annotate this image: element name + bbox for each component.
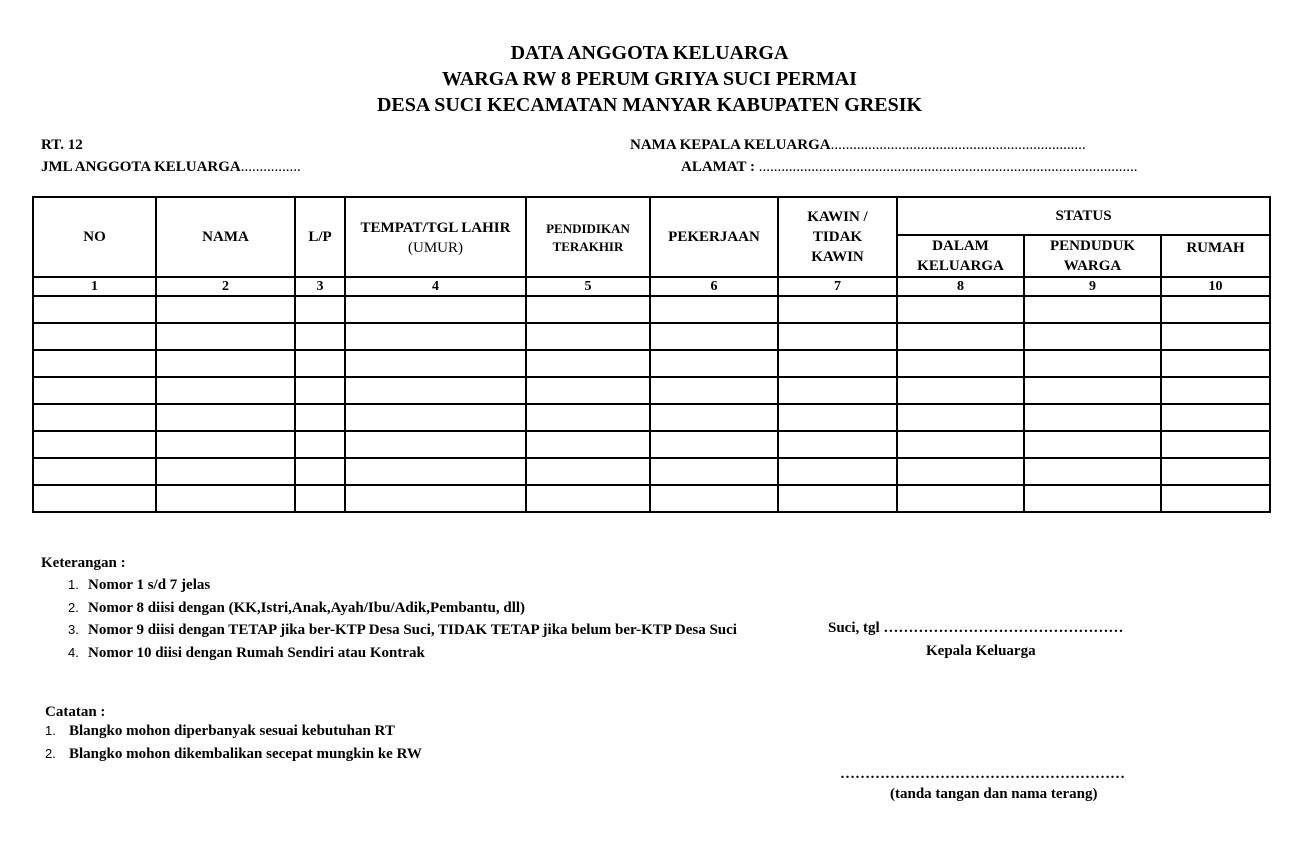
empty-cell[interactable] bbox=[156, 458, 295, 485]
col-header-lp: L/P bbox=[295, 197, 345, 277]
empty-cell[interactable] bbox=[345, 323, 526, 350]
empty-cell[interactable] bbox=[1024, 350, 1161, 377]
empty-cell[interactable] bbox=[295, 485, 345, 512]
keterangan-list bbox=[68, 574, 737, 664]
col-header-pendidikan bbox=[526, 197, 650, 277]
col-header-penduduk-line2: WARGA bbox=[1063, 258, 1122, 274]
list-text: Blangko mohon diperbanyak sesuai kebutuhan RT bbox=[69, 723, 395, 739]
empty-cell[interactable] bbox=[156, 350, 295, 377]
empty-cell[interactable] bbox=[1024, 296, 1161, 323]
table-row bbox=[33, 350, 1270, 377]
list-number: 1. bbox=[68, 577, 79, 592]
signature-line[interactable]: ………………………………………………… bbox=[840, 766, 1125, 782]
list-text: Nomor 8 diisi dengan (KK,Istri,Anak,Ayah/Ibu/Adik,Pembantu, dll) bbox=[88, 599, 526, 616]
empty-cell[interactable] bbox=[345, 350, 526, 377]
jml-anggota-dots: ................ bbox=[240, 159, 301, 175]
col-header-ttl bbox=[345, 197, 526, 277]
empty-cell[interactable] bbox=[778, 431, 897, 458]
col-header-ttl-line2: (UMUR) bbox=[408, 240, 463, 256]
empty-cell[interactable] bbox=[1161, 296, 1270, 323]
table-row bbox=[33, 485, 1270, 512]
catatan-title: Catatan : bbox=[45, 704, 106, 720]
list-text: Blangko mohon dikembalikan secepat mungkin ke RW bbox=[69, 745, 422, 762]
empty-cell[interactable] bbox=[897, 485, 1024, 512]
col-number: 6 bbox=[650, 277, 778, 296]
list-number: 4. bbox=[68, 644, 79, 660]
col-number: 10 bbox=[1161, 277, 1270, 296]
list-item bbox=[68, 597, 737, 620]
col-header-pend-line2: TERAKHIR bbox=[552, 239, 624, 254]
col-number: 5 bbox=[526, 277, 650, 296]
empty-cell[interactable] bbox=[295, 323, 345, 350]
empty-cell[interactable] bbox=[778, 404, 897, 431]
empty-cell[interactable] bbox=[345, 431, 526, 458]
empty-cell[interactable] bbox=[295, 431, 345, 458]
form-title-line3: DESA SUCI KECAMATAN MANYAR KABUPATEN GRESIK bbox=[376, 94, 923, 116]
empty-cell[interactable] bbox=[295, 350, 345, 377]
col-header-dalam-line1: DALAM bbox=[932, 238, 989, 254]
empty-cell[interactable] bbox=[1024, 458, 1161, 485]
table-row bbox=[33, 404, 1270, 431]
signature-caption: (tanda tangan dan nama terang) bbox=[890, 786, 1098, 802]
empty-cell[interactable] bbox=[778, 323, 897, 350]
col-header-pekerjaan: PEKERJAAN bbox=[650, 197, 778, 277]
empty-cell[interactable] bbox=[778, 458, 897, 485]
empty-cell[interactable] bbox=[156, 296, 295, 323]
empty-cell[interactable] bbox=[526, 377, 650, 404]
nama-kepala-label: NAMA KEPALA KELUARGA bbox=[630, 137, 831, 153]
empty-cell[interactable] bbox=[1161, 323, 1270, 350]
empty-cell[interactable] bbox=[33, 485, 156, 512]
empty-cell[interactable] bbox=[156, 431, 295, 458]
col-number: 1 bbox=[33, 277, 156, 296]
empty-cell[interactable] bbox=[526, 404, 650, 431]
empty-cell[interactable] bbox=[778, 350, 897, 377]
empty-cell[interactable] bbox=[345, 377, 526, 404]
empty-cell[interactable] bbox=[156, 404, 295, 431]
empty-cell[interactable] bbox=[650, 431, 778, 458]
empty-cell[interactable] bbox=[1161, 485, 1270, 512]
empty-cell[interactable] bbox=[1024, 485, 1161, 512]
empty-cell[interactable] bbox=[650, 458, 778, 485]
empty-cell[interactable] bbox=[1161, 350, 1270, 377]
table-row bbox=[33, 296, 1270, 323]
col-header-pend-line1: PENDIDIKAN bbox=[546, 221, 630, 236]
list-number: 1. bbox=[45, 723, 56, 738]
empty-cell[interactable] bbox=[778, 377, 897, 404]
empty-cell[interactable] bbox=[1161, 458, 1270, 485]
col-header-penduduk-line1: PENDUDUK bbox=[1050, 238, 1135, 254]
empty-cell[interactable] bbox=[778, 296, 897, 323]
empty-cell[interactable] bbox=[897, 350, 1024, 377]
col-header-ttl-line1: TEMPAT/TGL LAHIR bbox=[360, 220, 511, 236]
empty-cell[interactable] bbox=[33, 377, 156, 404]
empty-cell[interactable] bbox=[33, 431, 156, 458]
table-row bbox=[33, 377, 1270, 404]
empty-cell[interactable] bbox=[526, 458, 650, 485]
col-header-kawin-line3: KAWIN bbox=[811, 249, 864, 265]
empty-cell[interactable] bbox=[650, 377, 778, 404]
empty-cell[interactable] bbox=[526, 485, 650, 512]
empty-cell[interactable] bbox=[1024, 377, 1161, 404]
list-item bbox=[68, 642, 737, 665]
empty-cell[interactable] bbox=[1024, 431, 1161, 458]
empty-cell[interactable] bbox=[33, 296, 156, 323]
col-number: 2 bbox=[156, 277, 295, 296]
empty-cell[interactable] bbox=[1161, 377, 1270, 404]
jml-anggota-label: JML ANGGOTA KELUARGA bbox=[41, 159, 241, 175]
col-header-kawin-line2: TIDAK bbox=[812, 229, 863, 245]
list-item bbox=[45, 743, 422, 766]
table-row bbox=[33, 323, 1270, 350]
col-header-kawin bbox=[778, 197, 897, 277]
list-text: Nomor 9 diisi dengan TETAP jika ber-KTP Desa Suci, TIDAK TETAP jika belum ber-KTP Desa Suci bbox=[88, 622, 737, 638]
col-header-kawin-line1: KAWIN / bbox=[807, 209, 868, 225]
empty-cell[interactable] bbox=[650, 323, 778, 350]
empty-cell[interactable] bbox=[295, 377, 345, 404]
empty-cell[interactable] bbox=[295, 296, 345, 323]
empty-cell[interactable] bbox=[345, 404, 526, 431]
col-header-no: NO bbox=[33, 197, 156, 277]
empty-cell[interactable] bbox=[897, 431, 1024, 458]
empty-cell[interactable] bbox=[650, 350, 778, 377]
empty-cell[interactable] bbox=[526, 350, 650, 377]
col-header-penduduk-warga bbox=[1024, 235, 1161, 277]
list-number: 2. bbox=[68, 599, 79, 615]
col-number: 8 bbox=[897, 277, 1024, 296]
list-number: 2. bbox=[45, 745, 56, 761]
signature-date-line: Suci, tgl ………………………………………… bbox=[828, 620, 1124, 636]
family-member-table bbox=[32, 196, 1271, 513]
empty-cell[interactable] bbox=[897, 323, 1024, 350]
signature-role: Kepala Keluarga bbox=[926, 643, 1036, 659]
empty-cell[interactable] bbox=[345, 485, 526, 512]
empty-cell[interactable] bbox=[897, 404, 1024, 431]
empty-cell[interactable] bbox=[345, 296, 526, 323]
col-header-status: STATUS bbox=[897, 197, 1270, 235]
alamat-field[interactable] bbox=[681, 159, 1138, 176]
rt-label: RT. 12 bbox=[41, 137, 83, 153]
empty-cell[interactable] bbox=[778, 485, 897, 512]
empty-cell[interactable] bbox=[650, 485, 778, 512]
catatan-list bbox=[45, 720, 422, 765]
list-item bbox=[68, 619, 737, 642]
list-item bbox=[68, 574, 737, 597]
alamat-dots: ..................................................................................................... bbox=[758, 159, 1138, 175]
empty-cell[interactable] bbox=[295, 404, 345, 431]
empty-cell[interactable] bbox=[33, 458, 156, 485]
empty-cell[interactable] bbox=[897, 296, 1024, 323]
empty-cell[interactable] bbox=[1161, 404, 1270, 431]
empty-cell[interactable] bbox=[526, 323, 650, 350]
nama-kepala-dots: .................................................................... bbox=[830, 137, 1086, 153]
empty-cell[interactable] bbox=[526, 296, 650, 323]
empty-cell[interactable] bbox=[33, 404, 156, 431]
col-number: 7 bbox=[778, 277, 897, 296]
empty-cell[interactable] bbox=[295, 458, 345, 485]
keterangan-title: Keterangan : bbox=[41, 555, 126, 571]
column-number-row bbox=[33, 277, 1270, 296]
empty-cell[interactable] bbox=[156, 323, 295, 350]
empty-cell[interactable] bbox=[897, 377, 1024, 404]
empty-cell[interactable] bbox=[345, 458, 526, 485]
empty-cell[interactable] bbox=[1024, 404, 1161, 431]
empty-cell[interactable] bbox=[156, 485, 295, 512]
empty-cell[interactable] bbox=[650, 404, 778, 431]
nama-kepala-field[interactable] bbox=[630, 137, 1086, 154]
form-title-line1: DATA ANGGOTA KELUARGA bbox=[510, 42, 789, 64]
list-text: Nomor 1 s/d 7 jelas bbox=[88, 577, 211, 593]
list-item bbox=[45, 720, 422, 743]
col-header-dalam-keluarga bbox=[897, 235, 1024, 277]
col-header-dalam-line2: KELUARGA bbox=[917, 258, 1004, 274]
col-header-rumah: RUMAH bbox=[1161, 235, 1270, 277]
empty-cell[interactable] bbox=[1161, 431, 1270, 458]
empty-cell[interactable] bbox=[897, 458, 1024, 485]
list-text: Nomor 10 diisi dengan Rumah Sendiri atau Kontrak bbox=[88, 644, 425, 661]
jml-anggota-field[interactable] bbox=[41, 159, 301, 176]
empty-cell[interactable] bbox=[33, 323, 156, 350]
empty-cell[interactable] bbox=[650, 296, 778, 323]
table-row bbox=[33, 458, 1270, 485]
alamat-label: ALAMAT : bbox=[681, 159, 756, 175]
col-number: 9 bbox=[1024, 277, 1161, 296]
empty-cell[interactable] bbox=[156, 377, 295, 404]
col-number: 4 bbox=[345, 277, 526, 296]
empty-cell[interactable] bbox=[33, 350, 156, 377]
col-header-nama: NAMA bbox=[156, 197, 295, 277]
form-title-line2: WARGA RW 8 PERUM GRIYA SUCI PERMAI bbox=[442, 68, 857, 90]
list-number: 3. bbox=[68, 622, 79, 637]
col-number: 3 bbox=[295, 277, 345, 296]
empty-cell[interactable] bbox=[1024, 323, 1161, 350]
empty-cell[interactable] bbox=[526, 431, 650, 458]
table-row bbox=[33, 431, 1270, 458]
